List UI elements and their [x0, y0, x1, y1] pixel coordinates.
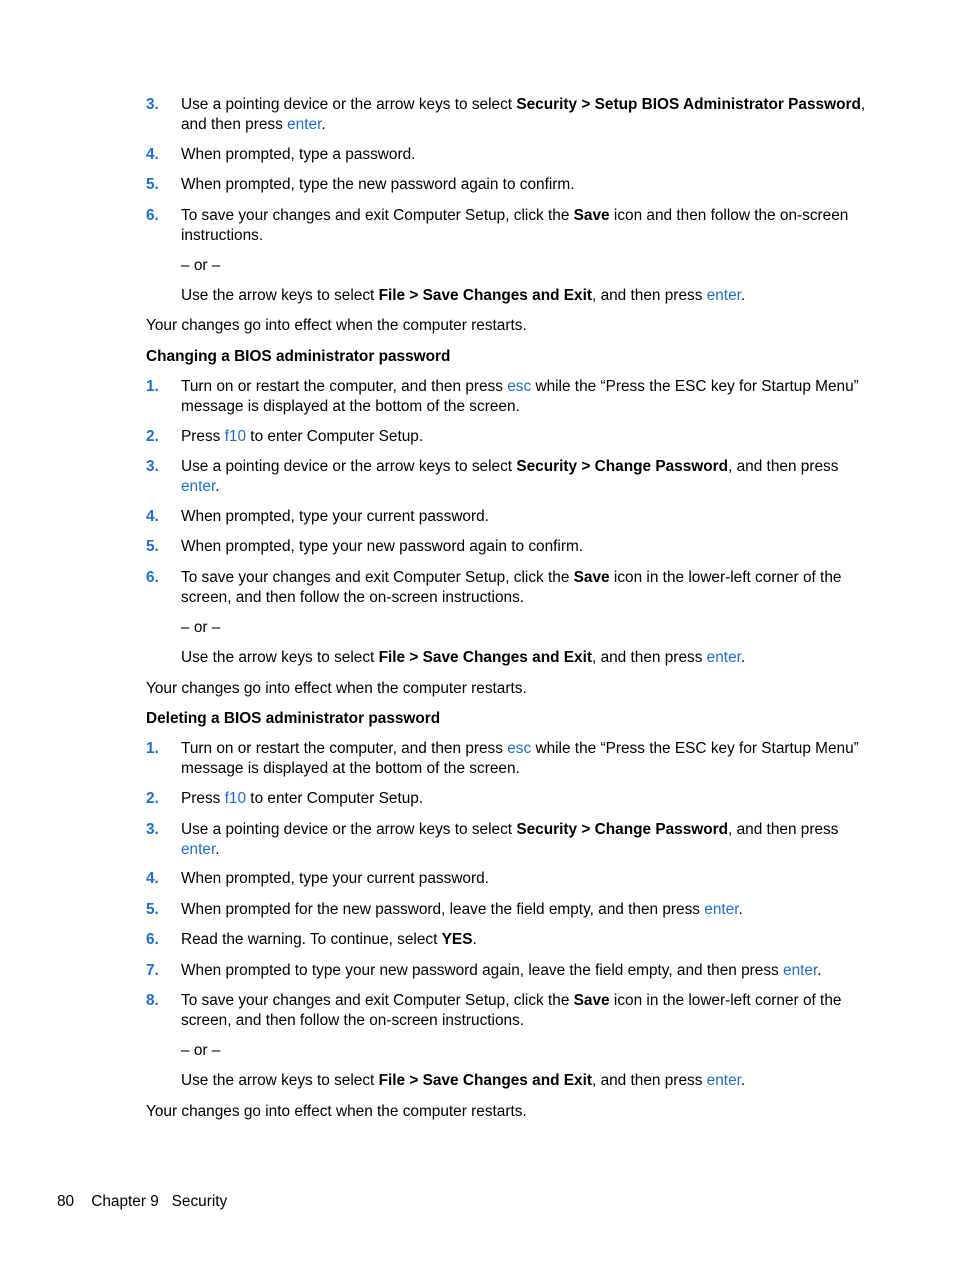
step-number: 6. [146, 207, 159, 224]
step-number: 2. [146, 428, 159, 445]
or-separator: – or – [181, 257, 221, 274]
step-number: 7. [146, 962, 159, 979]
key-enter: enter [706, 649, 741, 666]
list-item: Turn on or restart the computer, and then press esc while the “Press the ESC key for Startup Menu” message is displayed at the bottom of the screen. [181, 740, 859, 777]
menu-path: File > Save Changes and Exit [378, 1072, 593, 1089]
step-number: 4. [146, 870, 159, 887]
step-number: 4. [146, 508, 159, 525]
yes-label: YES [441, 931, 473, 948]
menu-path: Security > Change Password [516, 458, 729, 475]
key-enter: enter [706, 1072, 741, 1089]
alternative-step: Use the arrow keys to select File > Save Changes and Exit, and then press enter. [181, 649, 746, 666]
step-number: 2. [146, 790, 159, 807]
chapter-title: Security [171, 1193, 228, 1210]
key-enter: enter [704, 901, 739, 918]
save-label: Save [573, 569, 610, 586]
key-f10: f10 [224, 790, 247, 807]
effect-note: Your changes go into effect when the computer restarts. [146, 1103, 527, 1120]
list-item: When prompted, type your new password again to confirm. [181, 538, 584, 555]
list-item: Press f10 to enter Computer Setup. [181, 790, 424, 807]
key-enter: enter [783, 962, 818, 979]
key-esc: esc [507, 378, 532, 395]
or-separator: – or – [181, 619, 221, 636]
list-item: Use a pointing device or the arrow keys to select Security > Setup BIOS Administrator Password, and then press enter. [181, 96, 866, 133]
list-item: When prompted, type your current password. [181, 870, 489, 887]
step-number: 5. [146, 176, 159, 193]
list-item: Read the warning. To continue, select YES. [181, 931, 477, 948]
menu-path: Security > Change Password [516, 821, 729, 838]
step-number: 8. [146, 992, 159, 1009]
key-enter: enter [181, 840, 216, 858]
menu-path: Security > Setup BIOS Administrator Password [516, 96, 861, 113]
list-item: Use a pointing device or the arrow keys to select Security > Change Password, and then press enter. [181, 821, 839, 858]
list-item: When prompted to type your new password again, leave the field empty, and then press enter. [181, 962, 822, 979]
alternative-step: Use the arrow keys to select File > Save Changes and Exit, and then press enter. [181, 1072, 746, 1089]
step-number: 6. [146, 931, 159, 948]
page-footer [57, 1192, 227, 1212]
section-heading: Deleting a BIOS administrator password [146, 710, 441, 727]
menu-path: File > Save Changes and Exit [378, 649, 593, 666]
step-number: 3. [146, 821, 159, 838]
section-heading: Changing a BIOS administrator password [146, 348, 451, 365]
list-item: To save your changes and exit Computer Setup, click the Save icon in the lower-left corner of the screen, and then follow the on-screen instructions. [181, 569, 842, 606]
key-enter: enter [181, 477, 216, 495]
list-item: Turn on or restart the computer, and then press esc while the “Press the ESC key for Startup Menu” message is displayed at the bottom of the screen. [181, 378, 859, 415]
step-number: 3. [146, 458, 159, 475]
alternative-step: Use the arrow keys to select File > Save Changes and Exit, and then press enter. [181, 287, 746, 304]
key-f10: f10 [224, 428, 247, 445]
effect-note: Your changes go into effect when the computer restarts. [146, 680, 527, 697]
effect-note: Your changes go into effect when the computer restarts. [146, 317, 527, 334]
chapter-label: Chapter 9 [91, 1193, 159, 1210]
key-esc: esc [507, 740, 532, 757]
save-label: Save [573, 992, 610, 1009]
step-number: 4. [146, 146, 159, 163]
key-enter: enter [706, 287, 741, 304]
menu-path: File > Save Changes and Exit [378, 287, 593, 304]
step-number: 5. [146, 901, 159, 918]
list-item: When prompted, type the new password again to confirm. [181, 176, 575, 193]
or-separator: – or – [181, 1042, 221, 1059]
step-number: 1. [146, 378, 159, 395]
list-item: Use a pointing device or the arrow keys to select Security > Change Password, and then press enter. [181, 458, 839, 495]
step-number: 6. [146, 569, 159, 586]
page-number: 80 [57, 1193, 75, 1210]
key-enter: enter [287, 115, 322, 133]
list-item: To save your changes and exit Computer Setup, click the Save icon in the lower-left corner of the screen, and then follow the on-screen instructions. [181, 992, 842, 1029]
list-item: When prompted for the new password, leave the field empty, and then press enter. [181, 901, 743, 918]
step-number: 3. [146, 96, 159, 113]
step-number: 1. [146, 740, 159, 757]
list-item: Press f10 to enter Computer Setup. [181, 428, 424, 445]
list-item: When prompted, type a password. [181, 146, 416, 163]
list-item: When prompted, type your current password. [181, 508, 489, 525]
list-item: To save your changes and exit Computer Setup, click the Save icon and then follow the on-screen instructions. [181, 207, 849, 244]
save-label: Save [573, 207, 610, 224]
step-number: 5. [146, 538, 159, 555]
